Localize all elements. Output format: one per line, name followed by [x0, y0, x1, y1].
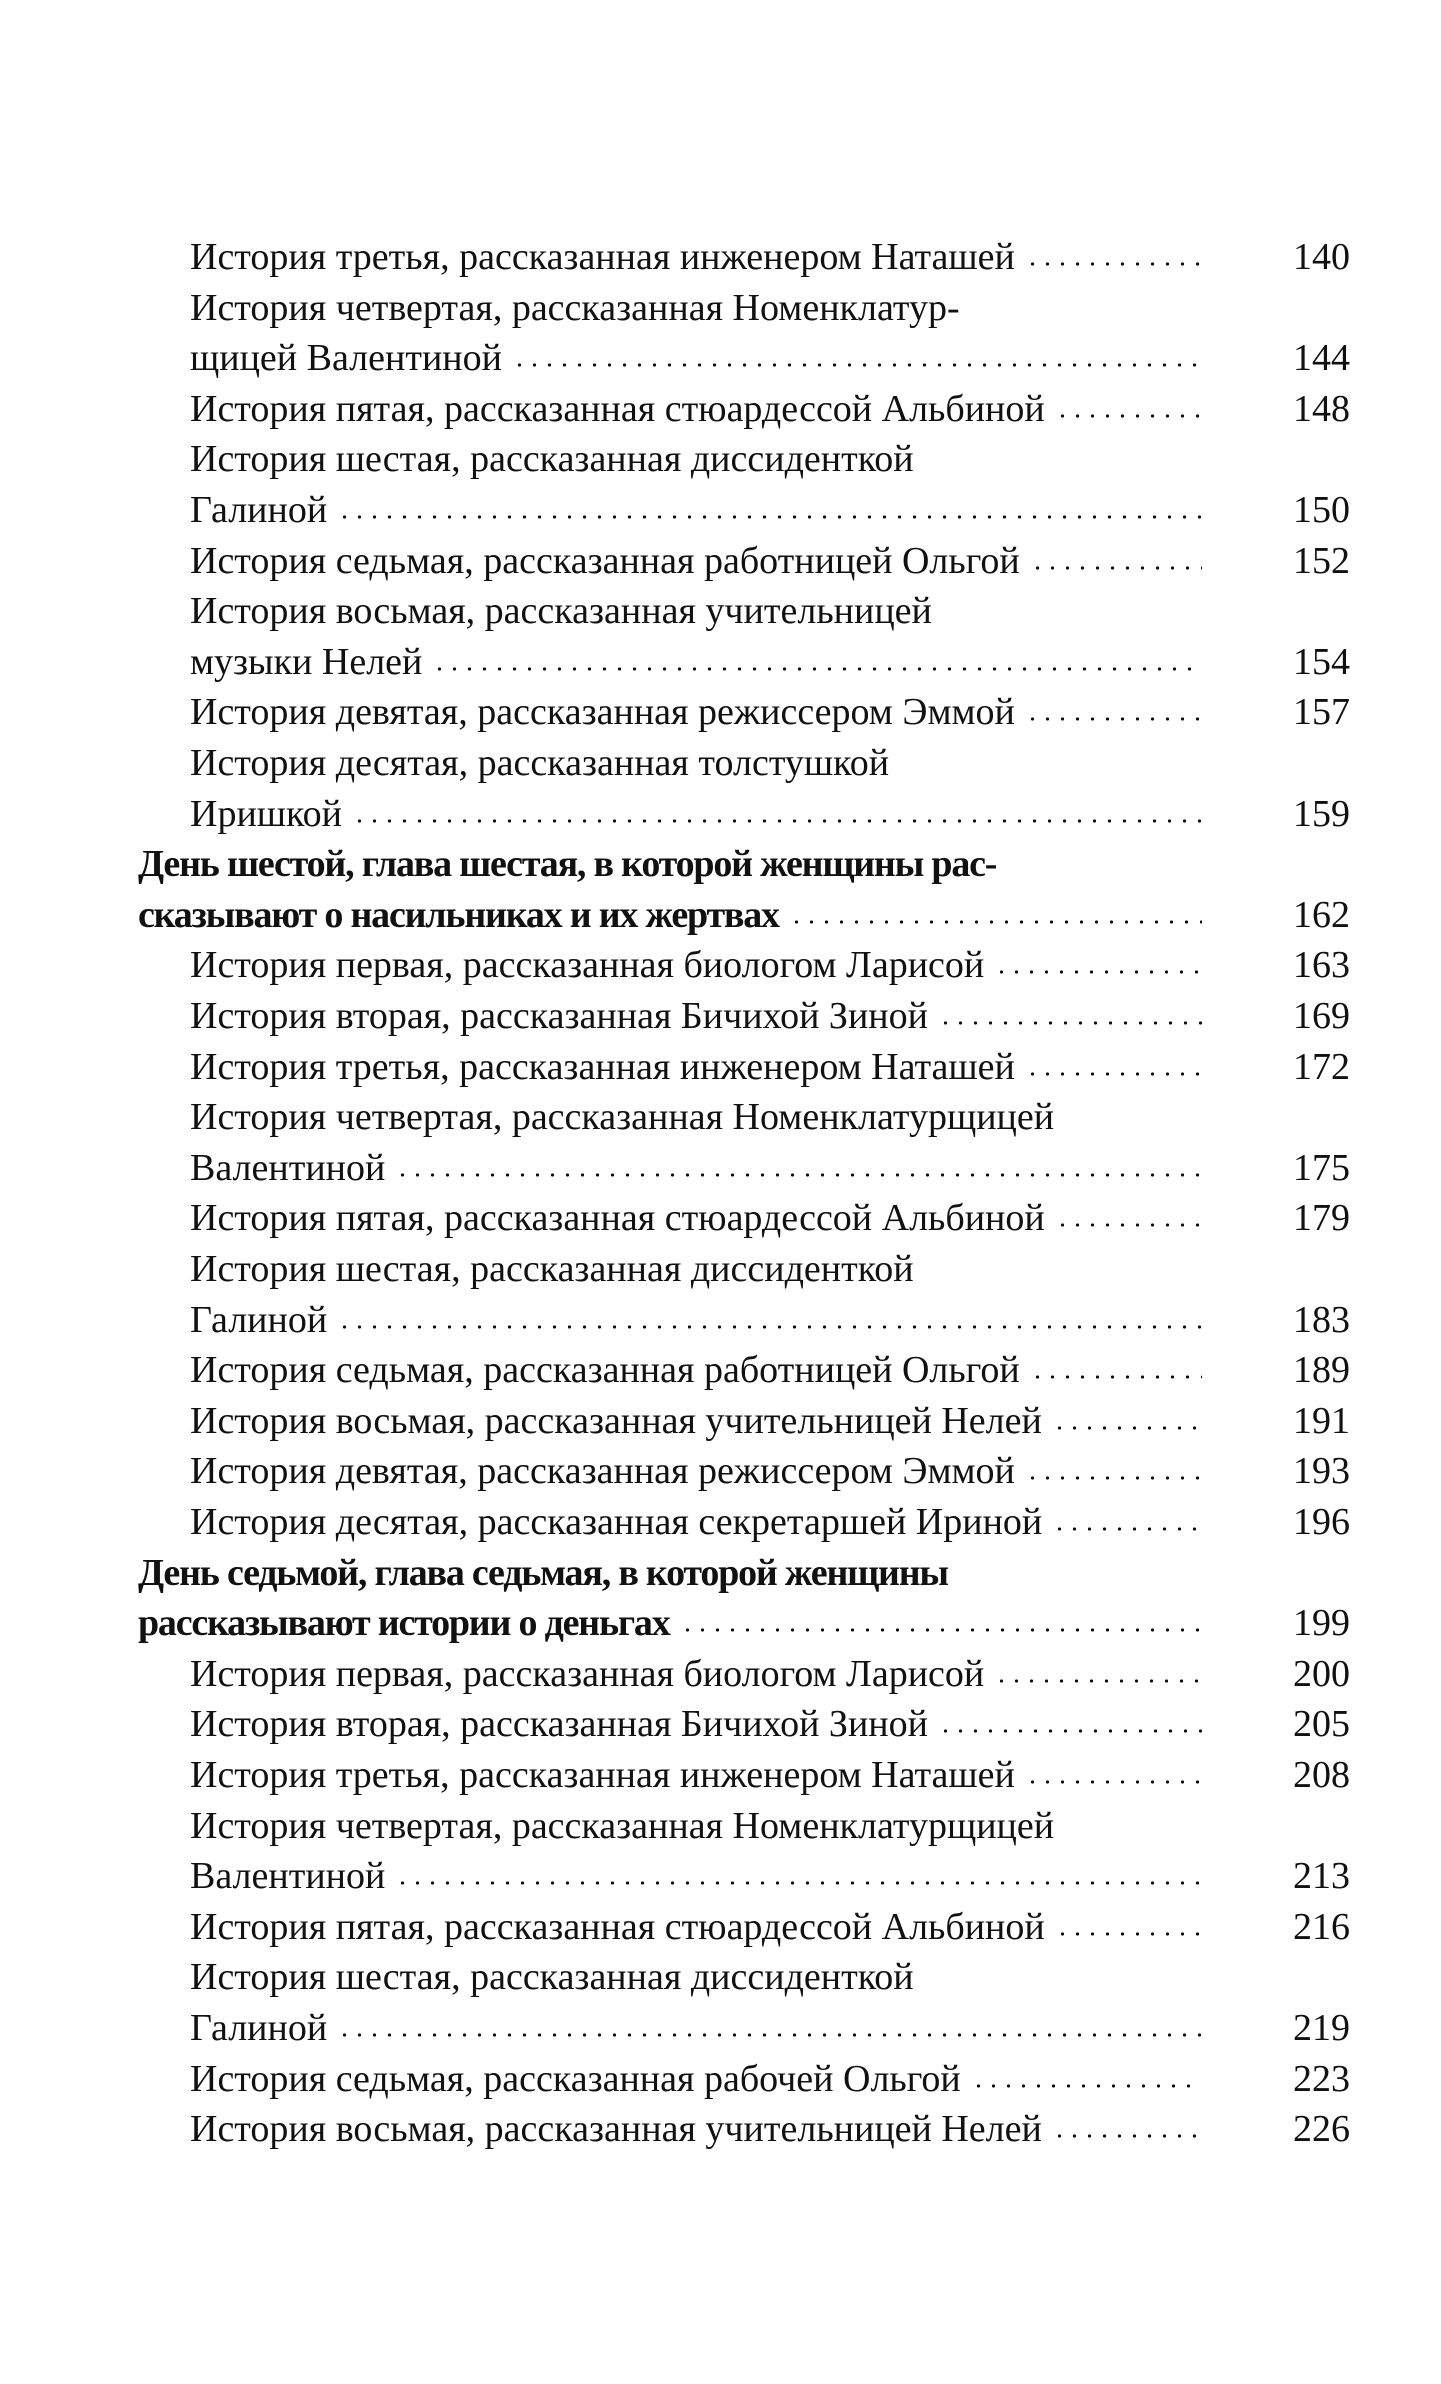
page-number: 152: [1293, 539, 1350, 582]
page-number: 219: [1293, 2007, 1350, 2049]
dot-leader: [1025, 1780, 1202, 1784]
story-entry-line: [190, 1244, 1380, 1294]
story-entry-line: [190, 687, 1212, 737]
story-entry-line: [190, 485, 1212, 535]
page-number: 183: [1293, 1298, 1350, 1341]
dot-leader: [337, 1325, 1202, 1329]
chapter-title: День седьмой, глава седьмая, в которой женщины: [138, 1551, 948, 1594]
story-title: История пятая, рассказанная стюардессой Альбиной: [190, 1197, 1045, 1240]
dot-leader: [432, 667, 1202, 671]
story-entry-line: [190, 940, 1212, 990]
page-number: 148: [1293, 387, 1350, 430]
story-title: Галиной: [190, 2007, 328, 2049]
dot-leader: [994, 970, 1202, 974]
story-entry-line: [190, 1295, 1212, 1345]
dot-leader: [1025, 262, 1202, 266]
story-title: щицей Валентиной: [190, 337, 502, 380]
story-title: История четвертая, рассказанная Номенклатурщицей: [190, 1096, 1055, 1139]
story-entry-line: [190, 1902, 1212, 1952]
dot-leader: [680, 1628, 1202, 1632]
story-title: Галиной: [190, 1298, 328, 1341]
story-entry-line: [190, 1345, 1212, 1395]
story-entry-line: [190, 1952, 1380, 2002]
story-title: Галиной: [190, 489, 328, 531]
page-number: 205: [1293, 1703, 1350, 1746]
page-number: 208: [1293, 1754, 1350, 1796]
story-title: История восьмая, рассказанная учительницей: [190, 590, 932, 633]
dot-leader: [337, 2033, 1202, 2037]
page-number: 157: [1293, 691, 1350, 734]
page-number: 223: [1293, 2057, 1350, 2100]
page-number: 163: [1293, 944, 1350, 987]
dot-leader: [1025, 717, 1202, 721]
page-number: 216: [1293, 1905, 1350, 1948]
story-title: История третья, рассказанная инженером Наташей: [190, 1045, 1015, 1088]
story-entry-line: [190, 2104, 1212, 2154]
page-number: 193: [1293, 1450, 1350, 1493]
story-entry-line: [190, 1649, 1212, 1699]
story-title: История вторая, рассказанная Бичихой Зиной: [190, 1703, 928, 1746]
story-entry-line: [190, 384, 1212, 434]
page-number: 196: [1293, 1501, 1350, 1543]
story-entry-line: [190, 1851, 1212, 1901]
story-title: История четвертая, рассказанная Номенклатур-: [190, 286, 960, 329]
page-number: 172: [1293, 1045, 1350, 1088]
story-title: История первая, рассказанная биологом Ларисой: [190, 1652, 985, 1695]
story-entry-line: [190, 333, 1212, 383]
page-number: 191: [1293, 1399, 1350, 1442]
story-entry-line: [190, 536, 1212, 586]
story-entry-line: [190, 586, 1380, 636]
story-entry-line: [190, 2003, 1212, 2053]
page-number: 200: [1293, 1652, 1350, 1695]
dot-leader: [1030, 1375, 1202, 1379]
dot-leader: [352, 819, 1202, 823]
chapter-entry-line: [138, 1598, 1212, 1648]
story-entry-line: [190, 637, 1212, 687]
dot-leader: [971, 2084, 1202, 2088]
story-title: История пятая, рассказанная стюардессой Альбиной: [190, 387, 1045, 430]
story-entry-line: [190, 1446, 1212, 1496]
story-title: Валентиной: [190, 1146, 386, 1189]
story-entry-line: [190, 1193, 1212, 1243]
chapter-entry-line: [138, 1548, 1380, 1598]
dot-leader: [1055, 1223, 1202, 1227]
story-title: История первая, рассказанная биологом Ларисой: [190, 944, 985, 987]
page-number: 140: [1293, 236, 1350, 278]
page-number: 179: [1293, 1197, 1350, 1240]
story-title: музыки Нелей: [190, 640, 423, 683]
dot-leader: [789, 920, 1202, 924]
chapter-title: День шестой, глава шестая, в которой женщины рас-: [138, 843, 997, 886]
page-number: 159: [1293, 792, 1350, 835]
dot-leader: [395, 1173, 1202, 1177]
chapter-title: сказывают о насильниках и их жертвах: [138, 893, 779, 936]
story-entry-line: [190, 1042, 1212, 1092]
story-entry-line: [190, 1143, 1212, 1193]
story-entry-line: [190, 1396, 1212, 1446]
story-title: История десятая, рассказанная толстушкой: [190, 742, 890, 784]
dot-leader: [938, 1021, 1202, 1025]
dot-leader: [395, 1881, 1202, 1885]
dot-leader: [1052, 1426, 1202, 1430]
page-number: 226: [1293, 2108, 1350, 2151]
story-title: История третья, рассказанная инженером Наташей: [190, 1754, 1015, 1796]
dot-leader: [1055, 414, 1202, 418]
story-entry-line: [190, 1699, 1212, 1749]
story-title: История седьмая, рассказанная работницей Ольгой: [190, 1349, 1020, 1392]
chapter-entry-line: [138, 839, 1380, 889]
story-title: История девятая, рассказанная режиссером Эммой: [190, 1450, 1015, 1493]
story-entry-line: [190, 789, 1212, 839]
story-title: История шестая, рассказанная диссиденткой: [190, 1248, 914, 1290]
story-title: История вторая, рассказанная Бичихой Зиной: [190, 995, 928, 1037]
story-title: История девятая, рассказанная режиссером Эммой: [190, 691, 1015, 734]
story-entry-line: [190, 434, 1380, 484]
story-entry-line: [190, 232, 1212, 282]
story-title: История десятая, рассказанная секретаршей Ириной: [190, 1501, 1043, 1543]
dot-leader: [1025, 1072, 1202, 1076]
story-entry-line: [190, 738, 1380, 788]
dot-leader: [1055, 1932, 1202, 1936]
story-title: История третья, рассказанная инженером Наташей: [190, 236, 1015, 278]
story-title: История седьмая, рассказанная рабочей Ольгой: [190, 2057, 961, 2100]
story-title: История восьмая, рассказанная учительницей Нелей: [190, 1399, 1042, 1442]
dot-leader: [938, 1729, 1202, 1733]
story-title: Иришкой: [190, 792, 342, 835]
dot-leader: [512, 363, 1202, 367]
story-entry-line: [190, 991, 1212, 1041]
dot-leader: [337, 515, 1202, 519]
story-title: История седьмая, рассказанная работницей Ольгой: [190, 539, 1020, 582]
page-number: 213: [1293, 1855, 1350, 1898]
page-number: 162: [1293, 893, 1350, 936]
story-title: История шестая, рассказанная диссиденткой: [190, 1956, 914, 1999]
dot-leader: [1030, 566, 1202, 570]
page-number: 150: [1293, 489, 1350, 531]
dot-leader: [1052, 1527, 1202, 1531]
page-number: 189: [1293, 1349, 1350, 1392]
page-number: 169: [1293, 995, 1350, 1037]
chapter-title: рассказывают истории о деньгах: [138, 1602, 670, 1645]
story-entry-line: [190, 2054, 1212, 2104]
page-number: 154: [1293, 640, 1350, 683]
story-title: История пятая, рассказанная стюардессой Альбиной: [190, 1905, 1045, 1948]
story-title: История восьмая, рассказанная учительницей Нелей: [190, 2108, 1042, 2151]
story-entry-line: [190, 1092, 1380, 1142]
story-entry-line: [190, 283, 1380, 333]
dot-leader: [1025, 1476, 1202, 1480]
dot-leader: [1052, 2134, 1202, 2138]
story-entry-line: [190, 1750, 1212, 1800]
story-entry-line: [190, 1497, 1212, 1547]
page-number: 199: [1293, 1602, 1350, 1645]
story-title: История четвертая, рассказанная Номенклатурщицей: [190, 1804, 1055, 1847]
page-number: 144: [1293, 337, 1350, 380]
dot-leader: [994, 1679, 1202, 1683]
page-number: 175: [1293, 1146, 1350, 1189]
story-title: История шестая, рассказанная диссиденткой: [190, 438, 914, 481]
story-entry-line: [190, 1801, 1380, 1851]
chapter-entry-line: [138, 890, 1212, 940]
story-title: Валентиной: [190, 1855, 386, 1898]
